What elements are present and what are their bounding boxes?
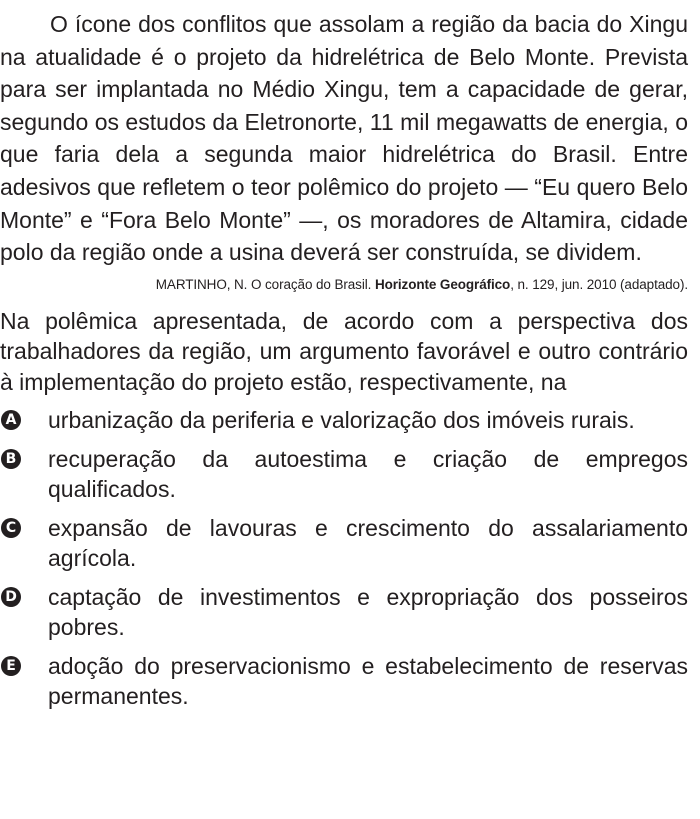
citation-details: , n. 129, jun. 2010 (adaptado). [510, 276, 688, 292]
reading-passage: O ícone dos conflitos que assolam a região da bacia do Xingu na atualidade é o projeto da hidrelétrica de Belo Monte. Prevista para ser implantada no Médio Xingu, tem a capacidade de gerar, segundo os estudos da Eletronorte, 11 mil megawatts de energia, o que faria dela a segunda maior hidrelétrica do Brasil. Entre adesivos que refletem o teor polêmico do projeto — “Eu quero Belo Monte” e “Fora Belo Monte” —, os moradores de Altamira, cidade polo da região onde a usina deverá ser construída, se dividem. [0, 11, 688, 266]
option-b-text: recuperação da autoestima e criação de empregos qualificados. [48, 446, 688, 503]
option-a-text: urbanização da periferia e valorização dos imóveis rurais. [48, 407, 635, 434]
citation-publication: Horizonte Geográfico [374, 276, 511, 292]
option-d-letter-badge: D [1, 587, 21, 607]
answer-options [0, 405, 688, 711]
question-stem: Na polêmica apresentada, de acordo com a perspectiva dos trabalhadores da região, um argumento favorável e outro contrário à implementação do projeto estão, respectivamente, na [0, 307, 688, 395]
option-a-letter-badge: A [1, 410, 21, 430]
option-c[interactable] [0, 513, 688, 573]
option-e-text: adoção do preservacionismo e estabelecimento de reservas permanentes. [48, 653, 688, 710]
option-e-letter-badge: E [1, 656, 21, 676]
option-b-letter-badge: B [1, 449, 21, 469]
citation-author-title: MARTINHO, N. O coração do Brasil. [155, 276, 375, 292]
source-citation [0, 276, 688, 294]
option-d-text: captação de investimentos e expropriação dos posseiros pobres. [48, 584, 688, 641]
option-b[interactable] [0, 444, 688, 504]
option-c-text: expansão de lavouras e crescimento do assalariamento agrícola. [48, 515, 688, 572]
option-c-letter-badge: C [1, 518, 21, 538]
option-a[interactable] [0, 405, 688, 435]
option-d[interactable] [0, 582, 688, 642]
option-e[interactable] [0, 651, 688, 711]
